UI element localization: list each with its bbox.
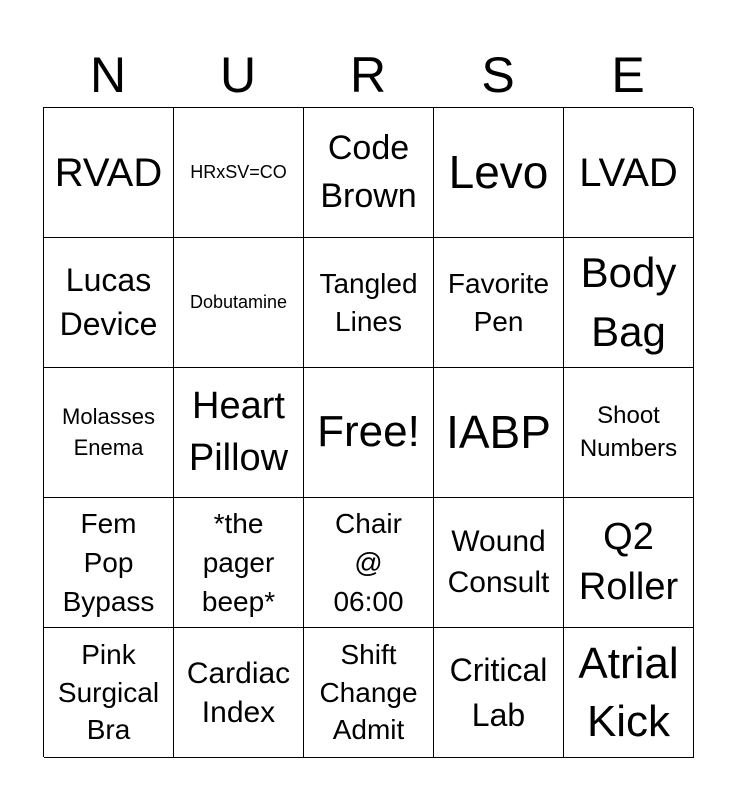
header-letter-s: S	[481, 47, 515, 103]
bingo-cell[interactable]: Chair @ 06:00	[304, 498, 434, 628]
bingo-cell[interactable]: Heart Pillow	[174, 368, 304, 498]
free-space-cell[interactable]: Free!	[304, 368, 434, 498]
bingo-cell[interactable]: IABP	[434, 368, 564, 498]
bingo-cell[interactable]: Shoot Numbers	[564, 368, 694, 498]
bingo-cell[interactable]: Q2 Roller	[564, 498, 694, 628]
bingo-cell[interactable]: *the pager beep*	[174, 498, 304, 628]
header-letter-n: N	[89, 47, 127, 103]
bingo-cell[interactable]: Body Bag	[564, 238, 694, 368]
bingo-grid	[43, 107, 693, 757]
bingo-cell[interactable]: Molasses Enema	[44, 368, 174, 498]
bingo-cell[interactable]: HRxSV=CO	[174, 108, 304, 238]
bingo-cell[interactable]: Fem Pop Bypass	[44, 498, 174, 628]
bingo-cell[interactable]: Wound Consult	[434, 498, 564, 628]
bingo-cell[interactable]: Shift Change Admit	[304, 628, 434, 758]
bingo-cell[interactable]: Levo	[434, 108, 564, 238]
bingo-cell[interactable]: Favorite Pen	[434, 238, 564, 368]
bingo-cell[interactable]: Atrial Kick	[564, 628, 694, 758]
bingo-cell[interactable]: Critical Lab	[434, 628, 564, 758]
bingo-cell[interactable]: Cardiac Index	[174, 628, 304, 758]
header-letter-u: U	[219, 47, 257, 103]
bingo-cell[interactable]: Tangled Lines	[304, 238, 434, 368]
bingo-cell[interactable]: RVAD	[44, 108, 174, 238]
bingo-cell[interactable]: LVAD	[564, 108, 694, 238]
bingo-cell[interactable]: Code Brown	[304, 108, 434, 238]
bingo-cell[interactable]: Dobutamine	[174, 238, 304, 368]
header-letter-r: R	[349, 47, 387, 103]
bingo-cell[interactable]: Pink Surgical Bra	[44, 628, 174, 758]
bingo-header	[43, 42, 693, 108]
bingo-cell[interactable]: Lucas Device	[44, 238, 174, 368]
header-letter-e: E	[611, 47, 645, 103]
